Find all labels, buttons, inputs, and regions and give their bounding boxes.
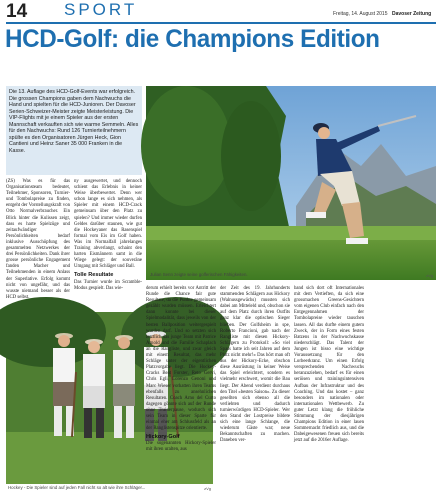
page-number: 14 bbox=[6, 1, 28, 22]
golfer-photo bbox=[146, 86, 436, 280]
article-column-3 bbox=[146, 286, 216, 492]
team-photo-credit: zVg bbox=[204, 486, 211, 491]
subhead-hickory-golf: Hickory-Golf bbox=[146, 434, 180, 441]
golfer-photo-caption: Julian Senn zeigte seine golferischen Fähigkeiten. bbox=[150, 272, 248, 277]
team-photo-caption: Hockey - Die Spieler sind auf jeden Fall nicht so alt wie ihre Schläger... bbox=[8, 485, 146, 490]
article-column-5 bbox=[294, 286, 364, 492]
lead-paragraph: Die 13. Auflage des HCD-Golf-Events war erfolgreich. Die grossen Champions gaben dem Nachwuchs die Hand und spielten für die HCD-Junioren. Der Davoser Serien-Schweizer-Meister zeigte Meisterleistung. Die VIP-Flights mit je einem Spieler aus der ersten Mannschaft verkauften sich wie warme Semmeln. Alles für den Nachwuchs: Rund 126 Turnierteilnehmern spülte es den Organisatoren Jürgen Heck, Gion Cantieni und Heinz Saner 35 000 Franken in die Kasse. bbox=[6, 86, 142, 175]
issue-date: Freitag, 14. August 2015 bbox=[333, 11, 388, 17]
column-4-text: der Zeit des 19. Jahrhunderts stammenden Schlägern aus Hickory (Walnussgewächs) mussten sich dabei am Mitteleld und, obschon sie auf dem Platz durch ihren Outfits ganz klar die optischen Sieger blieben. Der Golfsheim in spe, Roberto Francioni, gab nach der Rangliste mit diesen Hickory-Schlägern zu Protokoll: «So viel Spass hatte ich seit Jahren auf dem Platz nicht mehr!» Das hört man oft aus der Hickory-Ecke, obschon diese Ausrüstung in keiner Weise das Spiel erleichtert, sondern es vielmehr erschwert, womit die Bau liegt. Der Abend verdient durchaus den Titel «besten Saison». Zu dieser gesellten sich ebenso all die verliehten und dadurch turnierwürdigen HCD-Spieler. Wer den Stand der Lostpreise bildete sich eine lange Schlange, die wiederum Gäste war; neue Bekanntschaften zu machen. Daneben ver- bbox=[220, 286, 290, 444]
column-3-text: derum erhielt bereits vor Antritt der Runde die Chance fair gute Resultate, da die Punkte gemeinsam gezählt wurden müssen. Erleichtert dann konnte bei dieser Spielmodalität, dass jeweils von der besten Ballposition weitergespielt wurden darf. Und so setzten sich letztlich das junge Team mit Patrice Arnold und die Familie Schaplach an die Rangliste, und zwar gleich mit einem Resultat, das mehr Schläge unter der eigentlichen Platzvorgabe liegt. Die Hockey-Cracks Beat Forster, Reto Gervi, Chris Egli, Lorenzo Genoni und Marc Wieser vorhatten ihren Teams ebenfalls zu ansehnlichen Resultaten. Coach Arno del Curto dagegen gönnte sich auf der Runde ohne Trainerpause, wodurch sich sein Team in dieser Sparte für einmal eher am Schlussfeld als an der Ranglistenspitze orientierte. bbox=[146, 286, 216, 432]
column-3-text-cont: Die sogenannten Hickory-Spieler mit ihren uralten, aus bbox=[146, 441, 216, 453]
newspaper-name: Davoser Zeitung bbox=[392, 11, 432, 17]
column-2-text-cont: Das Turnier wurde im Scramble-Modus gespielt. Das wie- bbox=[74, 279, 142, 291]
column-2-text: ny ausgewertet, und dennoch schient das Erlebnis in keiner Weise überbewertet. Denn wer schon lange es sich nehmen, als Spieler mit einem HCD-Crack gemeinsam über den Platz zu spielen? Und immer wieder durfen Geldes darüber staunen, wie gut die Hockeyaner das Rasenspiel formal vom Eis im Golf haben. Was im Normalfall jahrelanges Training abverlangt, schaint den harten Eismännern samt in die Wiege gelegt: der souveräne Umgang mit Schläger und Ball. bbox=[74, 179, 142, 270]
column-5-text: band sich dort oft Internationales mit dem Vertieften, da sich eine grossmachen Greens-Gesichtern vom eigenen Club einfach nach den Entgegennahmen der Tombolapreise wieder tauschen lassen. All das durfte einem gutem Zweck, der in Form eines festen Batzens in der Nachwuchskasse niederschlägt. Das Talent der Jungen ist bisso eine wichtige Voraussetzung für den Lorbeerkranz. Um einen Erfolg versprechenden Nachwuchs heranzuziehen, bedarf es für einen seriösen und trainingsintensiven Aufbau der Infrastruktur und des Coaching. Und das kostet – ganz besonders im nationalen oder internationalen Wettbewerb. Zu guter Letzt klang die fröhliche Stimmung der diesjährigen Champions Edition in einer lauen Sommernacht friedlich aus, und die Dabeigewesenen freuen sich bereits jetzt auf die 2016er Auflage. bbox=[294, 286, 364, 444]
page-header bbox=[0, 0, 441, 22]
golfer-photo-image bbox=[146, 86, 436, 280]
column-1-text: (ZS) Was es für das Organisationsteam bedeutet, Teilnehmer, Sponsoren, Turnier- und Tombolapreise zu finden, entgeht der Vorstellungskraft von Otto Normalverbraucher. Ein Blick hinter die Kulissen zeigt, dass es harte Spielzüge und zeitaufwändiger Persönlichkeiten bedarf inklusive Ausschöpfung des gesammelten Netzwerkes der drei Persönlichkeiten. Dank ihrer grosse persönliche Engagement fanden Macher und Teilnehmenden in einem Anlass der Superlative. Erfolg kommt nicht von ungefähr, und das wusste niemand besser als der HCD selbst. bbox=[6, 179, 70, 300]
header-rule bbox=[6, 22, 436, 24]
subhead-tolle-resultate: Tolle Resultate bbox=[74, 272, 114, 279]
article-column-4 bbox=[220, 286, 290, 492]
article-column-1 bbox=[6, 179, 70, 312]
golfer-photo-credit: zVg bbox=[426, 273, 433, 278]
section-title: SPORT bbox=[64, 0, 138, 19]
headline: HCD-Golf: die Champions Edition bbox=[5, 25, 380, 53]
